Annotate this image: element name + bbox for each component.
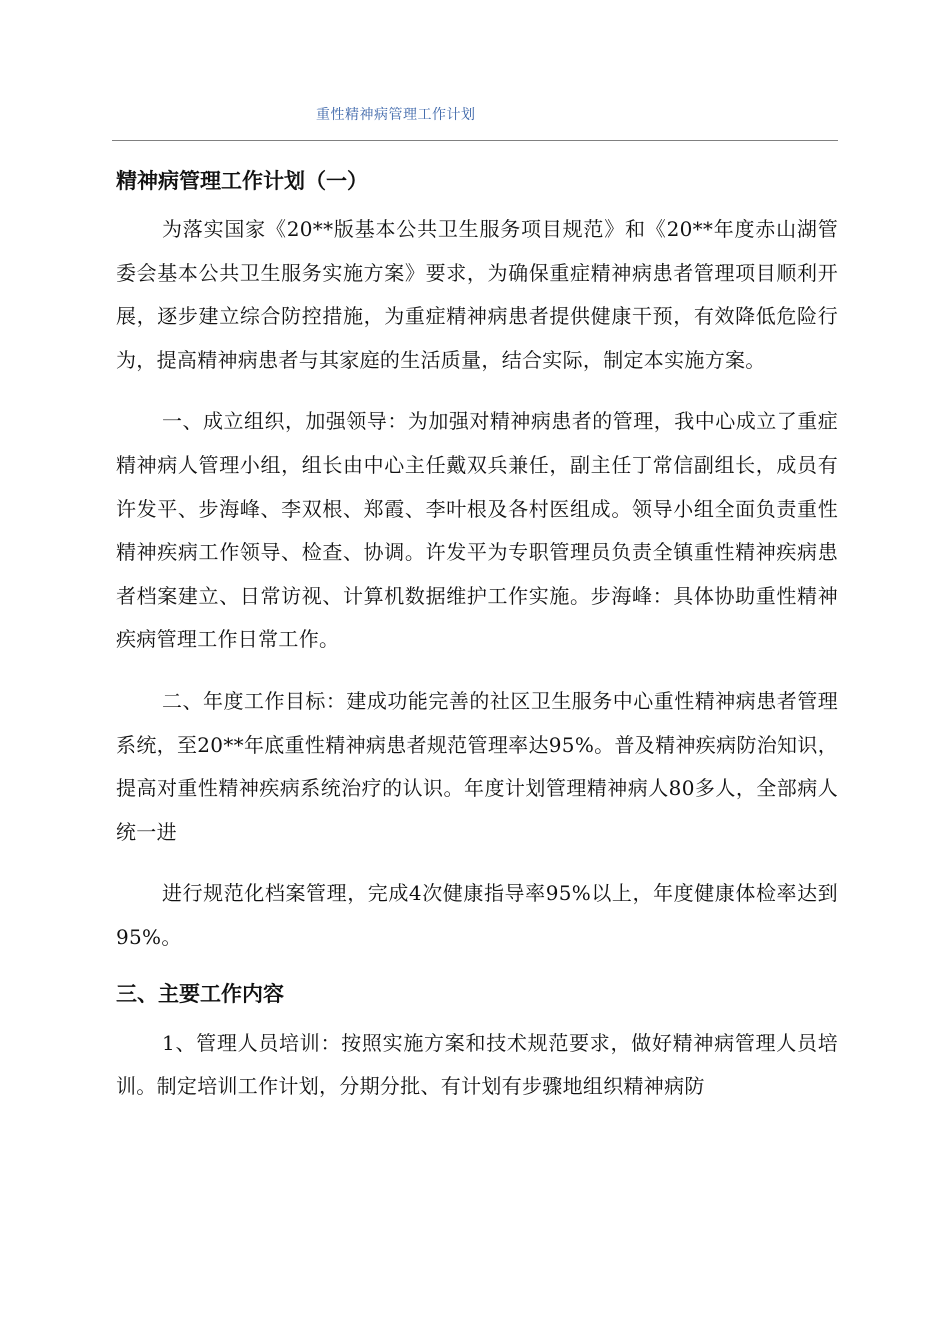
header-divider bbox=[112, 140, 838, 141]
archive-management-paragraph: 进行规范化档案管理，完成4次健康指导率95%以上，年度健康体检率达到95%。 bbox=[116, 881, 838, 949]
organization-paragraph: 一、成立组织，加强领导：为加强对精神病患者的管理，我中心成立了重症精神病人管理小组，组长由中心主任戴双兵兼任，副主任丁常信副组长，成员有许发平、步海峰、李双根、郑霞、李叶根及各村医组成。领导小组全面负责重性精神疾病工作领导、检查、协调。许发平为专职管理员负责全镇重性精神疾病患者档案建立、日常访视、计算机数据维护工作实施。步海峰：具体协助重性精神疾病管理工作日常工作。 bbox=[116, 409, 838, 652]
document-body bbox=[116, 165, 838, 1127]
running-header: 重性精神病管理工作计划 bbox=[316, 107, 476, 123]
training-paragraph: 1、管理人员培训：按照实施方案和技术规范要求，做好精神病管理人员培训。制定培训工作计划，分期分批、有计划有步骤地组织精神病防 bbox=[116, 1030, 838, 1099]
section-heading: 三、主要工作内容 bbox=[116, 981, 284, 1006]
document-title: 精神病管理工作计划（一） bbox=[116, 169, 368, 193]
intro-paragraph: 为落实国家《20**版基本公共卫生服务项目规范》和《20**年度赤山湖管委会基本公共卫生服务实施方案》要求，为确保重症精神病患者管理项目顺利开展，逐步建立综合防控措施，为重症精神病患者提供健康干预，有效降低危险行为，提高精神病患者与其家庭的生活质量，结合实际，制定本实施方案。 bbox=[116, 217, 838, 372]
annual-goal-paragraph: 二、年度工作目标：建成功能完善的社区卫生服务中心重性精神病患者管理系统，至20**年底重性精神病患者规范管理率达95%。普及精神疾病防治知识，提高对重性精神疾病系统治疗的认识。年度计划管理精神病人80多人，全部病人统一进 bbox=[116, 688, 838, 844]
